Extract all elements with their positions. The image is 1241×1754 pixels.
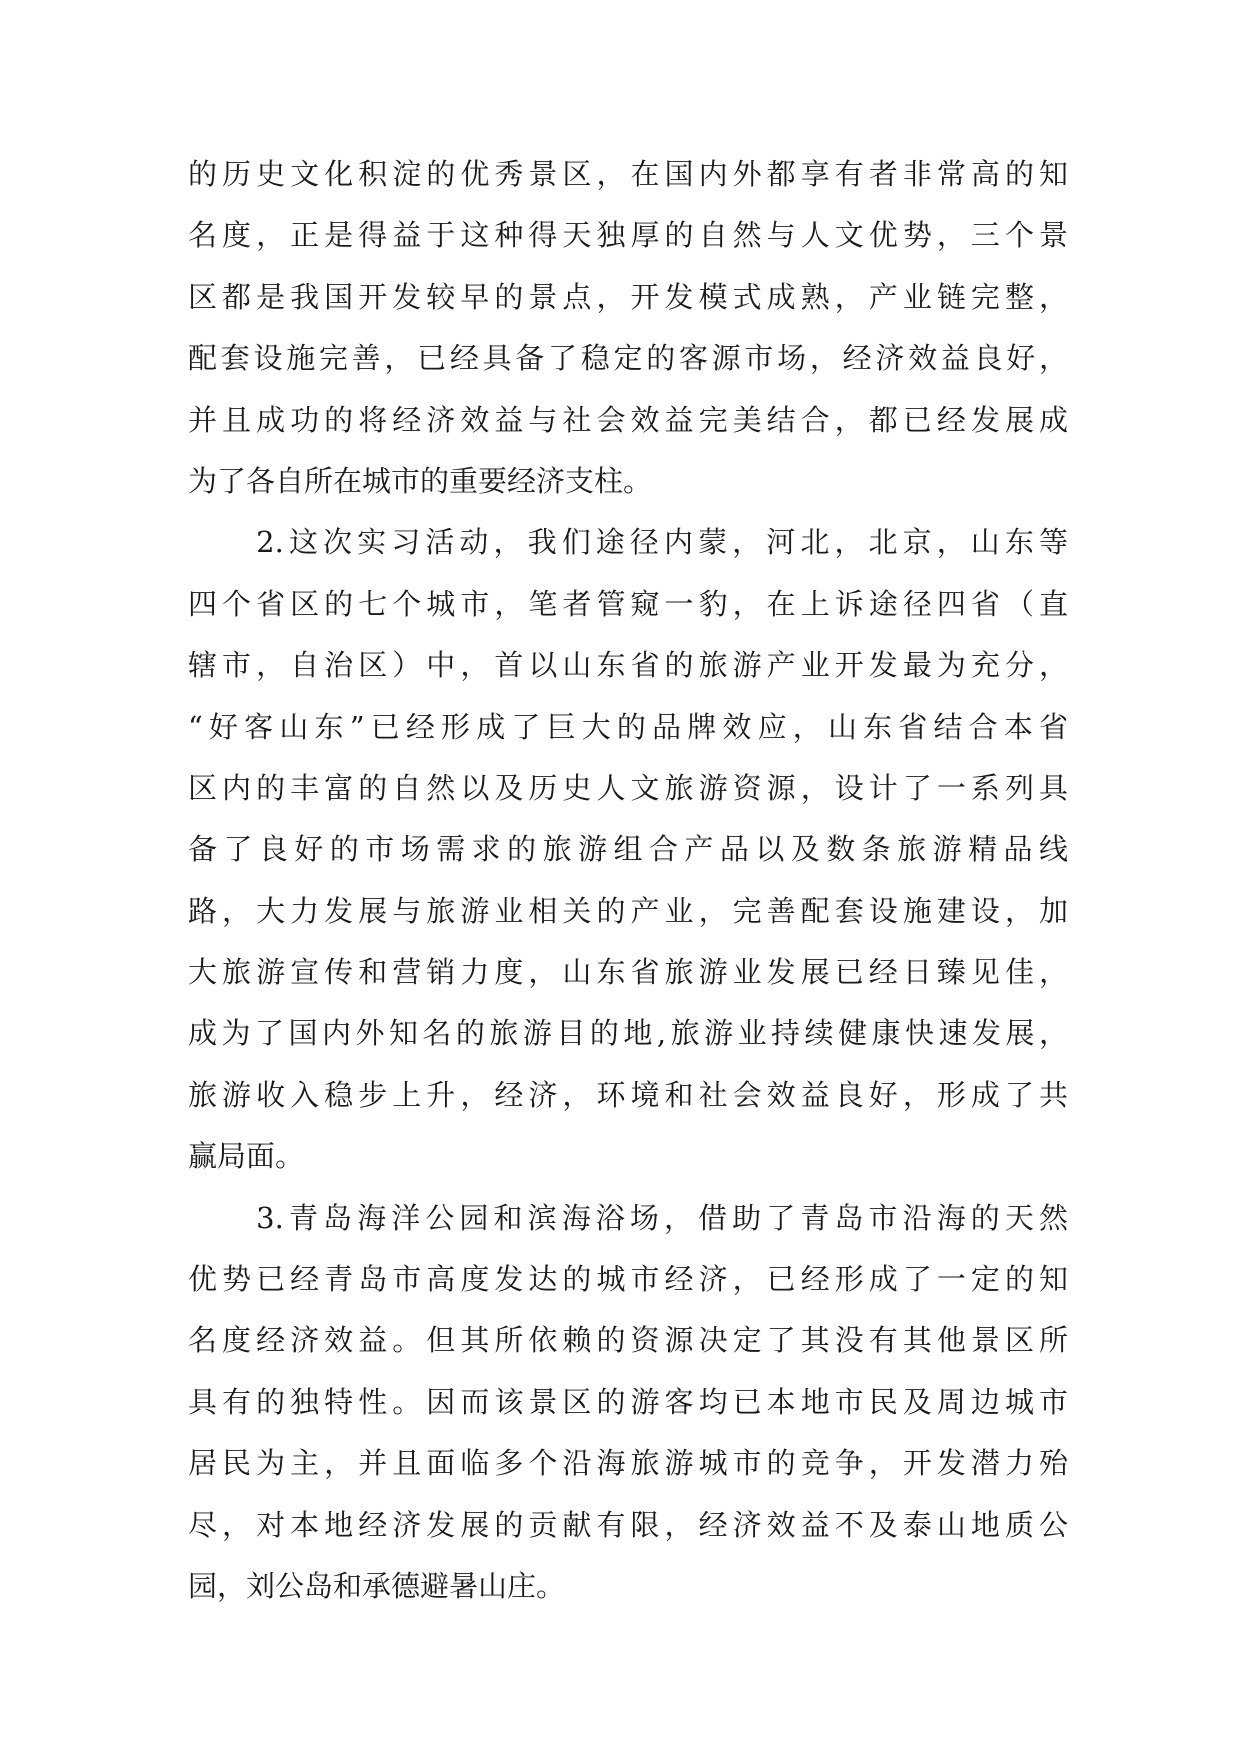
text-line: 名度，正是得益于这种得天独厚的自然与人文优势，三个景 <box>188 218 1068 253</box>
text-line: 路，大力发展与旅游业相关的产业，完善配套设施建设，加 <box>188 893 1068 928</box>
text-line: 2.这次实习活动，我们途径内蒙，河北，北京，山东等 <box>188 525 1068 560</box>
text-line: 辖市，自治区）中，首以山东省的旅游产业开发最为充分， <box>188 648 1068 683</box>
text-line: 3.青岛海洋公园和滨海浴场，借助了青岛市沿海的天然 <box>188 1200 1068 1235</box>
text-line: 优势已经青岛市高度发达的城市经济，已经形成了一定的知 <box>188 1262 1068 1297</box>
text-line: 为了各自所在城市的重要经济支柱。 <box>188 463 653 498</box>
text-line: 具有的独特性。因而该景区的游客均已本地市民及周边城市 <box>188 1384 1068 1419</box>
text-line: 赢局面。 <box>188 1139 305 1174</box>
text-line: 大旅游宣传和营销力度，山东省旅游业发展已经日臻见佳， <box>188 955 1068 990</box>
text-line: 尽，对本地经济发展的贡献有限，经济效益不及泰山地质公 <box>188 1507 1068 1542</box>
text-line: 区都是我国开发较早的景点，开发模式成熟，产业链完整， <box>188 279 1068 314</box>
text-line: 四个省区的七个城市，笔者管窥一豹，在上诉途径四省（直 <box>188 586 1068 621</box>
paragraph-1 <box>188 144 1068 512</box>
text-line: 名度经济效益。但其所依赖的资源决定了其没有其他景区所 <box>188 1323 1068 1358</box>
text-line: 并且成功的将经济效益与社会效益完美结合，都已经发展成 <box>188 402 1068 437</box>
text-line: 居民为主，并且面临多个沿海旅游城市的竞争，开发潜力殆 <box>188 1446 1068 1481</box>
document-body <box>188 144 1068 1617</box>
paragraph-3 <box>188 1188 1068 1618</box>
text-line: 成为了国内外知名的旅游目的地,旅游业持续健康快速发展， <box>188 1016 1068 1051</box>
text-line: 配套设施完善，已经具备了稳定的客源市场，经济效益良好， <box>188 341 1068 376</box>
text-line: 旅游收入稳步上升，经济，环境和社会效益良好，形成了共 <box>188 1077 1068 1112</box>
text-line: 园，刘公岛和承德避暑山庄。 <box>188 1568 566 1603</box>
text-line: 的历史文化积淀的优秀景区，在国内外都享有者非常高的知 <box>188 157 1068 191</box>
paragraph-2 <box>188 512 1068 1187</box>
text-line: 区内的丰富的自然以及历史人文旅游资源，设计了一系列具 <box>188 770 1068 805</box>
text-line: “好客山东”已经形成了巨大的品牌效应，山东省结合本省 <box>188 709 1068 744</box>
text-line: 备了良好的市场需求的旅游组合产品以及数条旅游精品线 <box>188 832 1068 867</box>
